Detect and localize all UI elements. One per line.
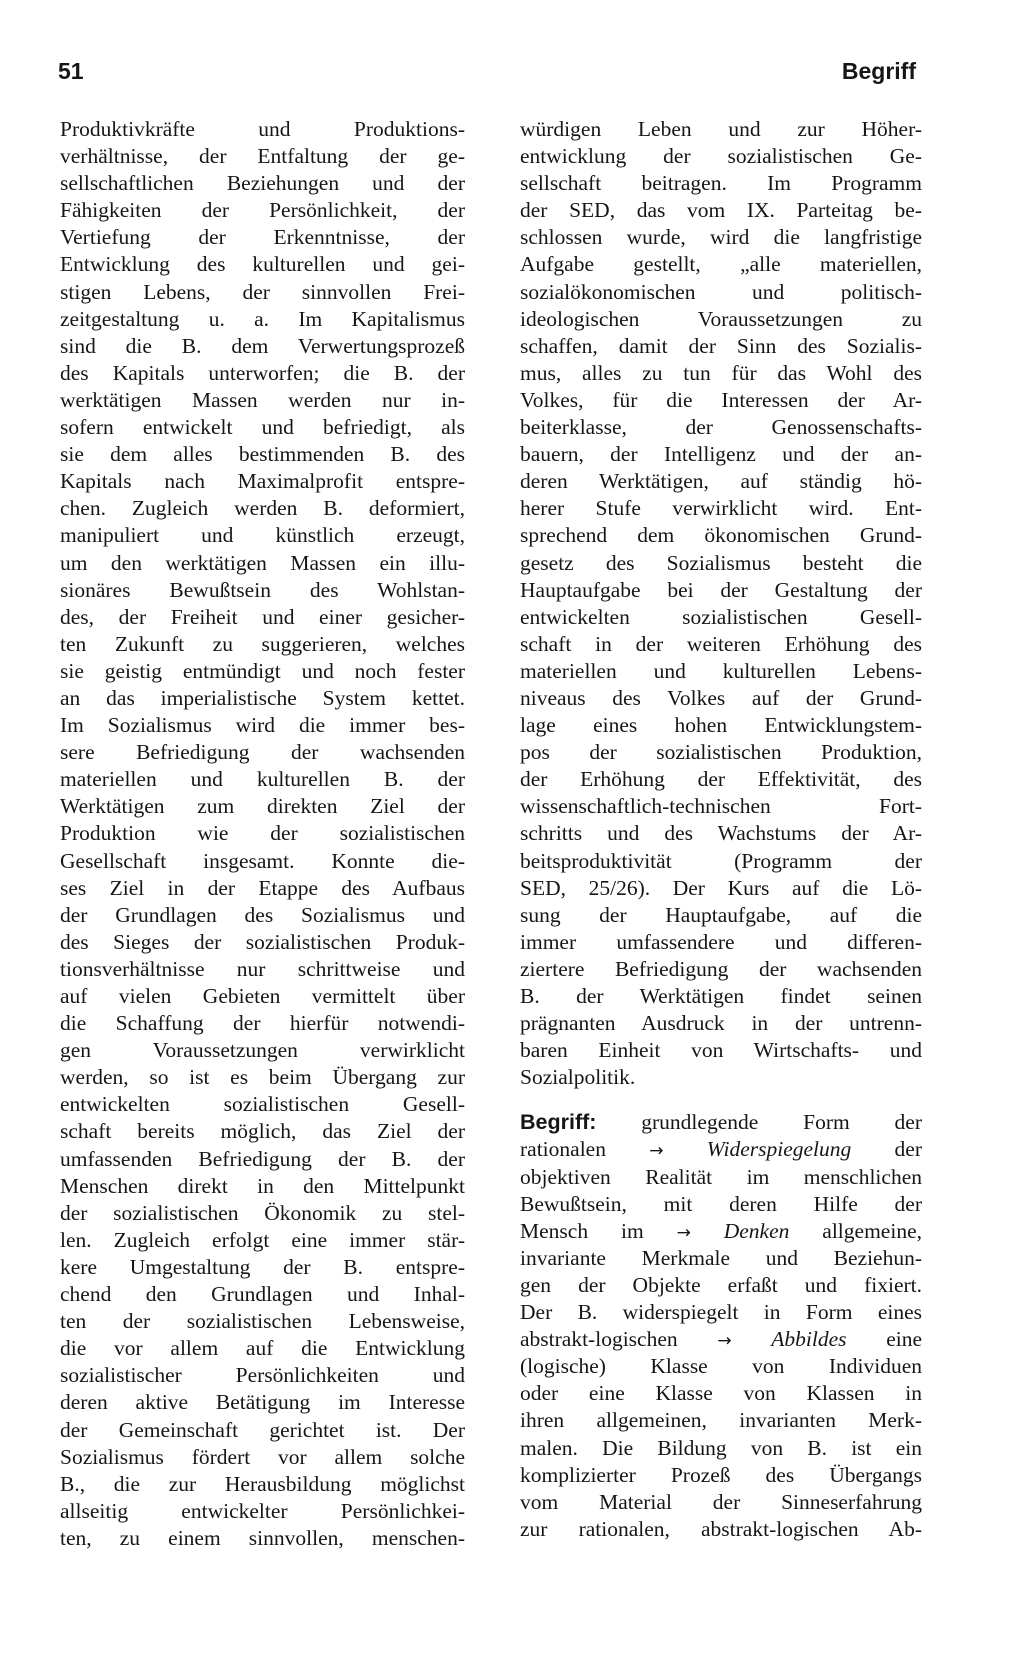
text-line: vom Material der Sinneserfahrung xyxy=(520,1489,922,1514)
text-line: sellschaftlichen Beziehungen und der xyxy=(60,171,465,196)
text-line: lage eines hohen Entwicklungstem- xyxy=(520,713,922,738)
text-line: beitsproduktivität (Programm der xyxy=(520,848,922,873)
text-line: len. Zugleich erfolgt eine immer stär- xyxy=(60,1227,465,1252)
text-line: gen Voraussetzungen verwirklicht xyxy=(60,1038,465,1063)
text-line: Volkes, für die Interessen der Ar- xyxy=(520,387,922,412)
text-line: schaffen, damit der Sinn des Sozialis- xyxy=(520,333,922,358)
text-line: materiellen und kulturellen Lebens- xyxy=(520,658,922,683)
entry-line xyxy=(520,1109,922,1136)
text-line: wissenschaftlich-technischen Fort- xyxy=(520,794,922,819)
entry-text: rationalen xyxy=(520,1137,650,1162)
text-line: beiterklasse, der Genossenschafts- xyxy=(520,415,922,440)
entry-line xyxy=(520,1218,922,1245)
text-line: Kapitals nach Maximalprofit entspre- xyxy=(60,469,465,494)
text-line: werden, so ist es beim Übergang zur xyxy=(60,1065,465,1090)
text-line: Im Sozialismus wird die immer bes- xyxy=(60,713,465,738)
text-line: entwickelten sozialistischen Gesell- xyxy=(520,604,922,629)
entry-text: allgemeine, xyxy=(789,1218,922,1243)
running-head: Begriff xyxy=(841,58,916,84)
text-line: sellschaft beitragen. Im Programm xyxy=(520,171,922,196)
text-line: pos der sozialistischen Produktion, xyxy=(520,740,922,765)
text-line: ten Zukunft zu suggerieren, welches xyxy=(60,631,465,656)
text-line: würdigen Leben und zur Höher- xyxy=(520,117,922,141)
text-line: allseitig entwickelter Persönlichkei- xyxy=(60,1498,465,1523)
cross-reference-arrow-icon: → xyxy=(717,1331,732,1352)
text-line: oder eine Klasse von Klassen in xyxy=(520,1381,922,1406)
cross-reference-arrow-icon: → xyxy=(649,1141,664,1162)
text-line: chend den Grundlagen und Inhal- xyxy=(60,1282,465,1307)
text-line: Vertiefung der Erkenntnisse, der xyxy=(60,225,465,250)
text-line: sofern entwickelt und befriedigt, als xyxy=(60,415,465,440)
text-line: niveaus des Volkes auf der Grund- xyxy=(520,685,922,710)
entry-text: grundlegende Form der xyxy=(596,1110,922,1135)
text-line: schaft bereits möglich, das Ziel der xyxy=(60,1119,465,1144)
text-line: schritts und des Wachstums der Ar- xyxy=(520,821,922,846)
text-line: der sozialistischen Ökonomik zu stel- xyxy=(60,1200,465,1225)
entry-text: Mensch im xyxy=(520,1218,677,1243)
text-line: bauern, der Intelligenz und der an- xyxy=(520,442,922,467)
text-line: des, der Freiheit und einer gesicher- xyxy=(60,604,465,629)
text-line: Sozialismus fördert vor allem solche xyxy=(60,1444,465,1469)
text-line: Fähigkeiten der Persönlichkeit, der xyxy=(60,198,465,223)
right-column xyxy=(520,116,922,1543)
text-line: Sozialpolitik. xyxy=(520,1065,636,1090)
text-line: Produktion wie der sozialistischen xyxy=(60,821,465,846)
text-line: ten der sozialistischen Lebensweise, xyxy=(60,1309,465,1334)
text-line: kere Umgestaltung der B. entspre- xyxy=(60,1254,465,1279)
text-line: entwickelten sozialistischen Gesell- xyxy=(60,1092,465,1117)
text-line: stigen Lebens, der sinnvollen Frei- xyxy=(60,279,465,304)
entry-continuation xyxy=(520,1353,922,1543)
entry-line: Der B. widerspiegelt in Form eines xyxy=(520,1300,922,1325)
entry-line: gen der Objekte erfaßt und fixiert. xyxy=(520,1272,922,1297)
text-line: Werktätigen zum direkten Ziel der xyxy=(60,794,465,819)
text-line: ten, zu einem sinnvollen, menschen- xyxy=(60,1525,465,1550)
text-line: sie geistig entmündigt und noch fester xyxy=(60,658,465,683)
text-line: an das imperialistische System kettet. xyxy=(60,685,465,710)
cross-reference-widerspiegelung[interactable]: Widerspiegelung xyxy=(706,1137,852,1162)
text-line: umfassenden Befriedigung der B. der xyxy=(60,1146,465,1171)
text-line: sung der Hauptaufgabe, auf die xyxy=(520,902,922,927)
text-line: (logische) Klasse von Individuen xyxy=(520,1354,922,1379)
left-column-text xyxy=(60,116,465,1552)
text-line: verhältnisse, der Entfaltung der ge- xyxy=(60,144,465,169)
text-line: entwicklung der sozialistischen Ge- xyxy=(520,144,922,169)
text-line: sozialökonomischen und politisch- xyxy=(520,279,922,304)
dictionary-entry-begriff xyxy=(520,1109,922,1543)
text-line: schaft in der weiteren Erhöhung des xyxy=(520,631,922,656)
page-number: 51 xyxy=(58,58,84,84)
text-line: mus, alles zu tun für das Wohl des xyxy=(520,360,922,385)
entry-lemma: Begriff: xyxy=(520,1110,597,1135)
text-line: Gesellschaft insgesamt. Konnte die- xyxy=(60,848,465,873)
text-line: ihren allgemeinen, invarianten Merk- xyxy=(520,1408,922,1433)
text-line: B. der Werktätigen findet seinen xyxy=(520,984,922,1008)
text-line: sie dem alles bestimmenden B. des xyxy=(60,442,465,467)
cross-reference-arrow-icon: → xyxy=(676,1222,691,1243)
text-line: immer umfassendere und differen- xyxy=(520,929,922,954)
text-line: gesetz des Sozialismus besteht die xyxy=(520,550,922,575)
text-line: sozialistischer Persönlichkeiten und xyxy=(60,1363,465,1388)
entry-text: eine xyxy=(846,1327,922,1352)
text-line: Produktivkräfte und Produktions- xyxy=(60,117,465,141)
text-line: der Erhöhung der Effektivität, des xyxy=(520,767,922,792)
text-line: werktätigen Massen werden nur in- xyxy=(60,387,465,412)
entry-line xyxy=(520,1136,922,1163)
cross-reference-denken[interactable]: Denken xyxy=(723,1218,790,1243)
text-line: baren Einheit von Wirtschafts- und xyxy=(520,1038,922,1063)
text-line: um den werktätigen Massen ein illu- xyxy=(60,550,465,575)
text-line: ziertere Befriedigung der wachsenden xyxy=(520,956,922,981)
entry-line: invariante Merkmale und Beziehun- xyxy=(520,1245,922,1270)
entry-line: objektiven Realität im menschlichen xyxy=(520,1164,922,1189)
text-line: chen. Zugleich werden B. deformiert, xyxy=(60,496,465,521)
text-line: deren Werktätigen, auf ständig hö- xyxy=(520,469,922,494)
text-line: SED, 25/26). Der Kurs auf die Lö- xyxy=(520,875,922,900)
entry-text: der xyxy=(851,1137,922,1162)
text-line: zeitgestaltung u. a. Im Kapitalismus xyxy=(60,306,465,331)
text-line: B., die zur Herausbildung möglichst xyxy=(60,1471,465,1496)
text-line: schlossen wurde, wird die langfristige xyxy=(520,225,922,250)
text-line: sind die B. dem Verwertungsprozeß xyxy=(60,333,465,358)
entry-line xyxy=(520,1326,922,1353)
text-line: tionsverhältnisse nur schrittweise und xyxy=(60,956,465,981)
entry-line: Bewußtsein, mit deren Hilfe der xyxy=(520,1191,922,1216)
text-line: ses Ziel in der Etappe des Aufbaus xyxy=(60,875,465,900)
text-line: Entwicklung des kulturellen und gei- xyxy=(60,252,465,277)
text-line: ideologischen Voraussetzungen zu xyxy=(520,306,922,331)
text-line: der SED, das vom IX. Parteitag be- xyxy=(520,198,922,223)
text-line: sere Befriedigung der wachsenden xyxy=(60,740,465,765)
text-line: des Sieges der sozialistischen Produk- xyxy=(60,929,465,954)
text-line: der Gemeinschaft gerichtet ist. Der xyxy=(60,1417,465,1442)
left-column xyxy=(60,116,465,1552)
text-line: prägnanten Ausdruck in der untrenn- xyxy=(520,1011,922,1036)
text-line: die vor allem auf die Entwicklung xyxy=(60,1336,465,1361)
entry-text: abstrakt-logischen xyxy=(520,1327,718,1352)
page-header xyxy=(58,58,916,92)
text-line: Hauptaufgabe bei der Gestaltung der xyxy=(520,577,922,602)
text-line: sprechend dem ökonomischen Grund- xyxy=(520,523,922,548)
text-line: sionäres Bewußtsein des Wohlstan- xyxy=(60,577,465,602)
text-line: komplizierter Prozeß des Übergangs xyxy=(520,1462,922,1487)
text-line: manipuliert und künstlich erzeugt, xyxy=(60,523,465,548)
text-line: Aufgabe gestellt, „alle materiellen, xyxy=(520,252,922,277)
text-line: Menschen direkt in den Mittelpunkt xyxy=(60,1173,465,1198)
right-column-text xyxy=(520,116,922,1091)
text-line: der Grundlagen des Sozialismus und xyxy=(60,902,465,927)
cross-reference-abbildes[interactable]: Abbildes xyxy=(771,1327,847,1352)
text-line: malen. Die Bildung von B. ist ein xyxy=(520,1435,922,1460)
text-line: deren aktive Betätigung im Interesse xyxy=(60,1390,465,1415)
text-line: auf vielen Gebieten vermittelt über xyxy=(60,984,465,1008)
text-line: die Schaffung der hierfür notwendi- xyxy=(60,1011,465,1036)
text-line: zur rationalen, abstrakt-logischen Ab- xyxy=(520,1516,922,1541)
text-line: herer Stufe verwirklicht wird. Ent- xyxy=(520,496,922,521)
text-line: des Kapitals unterworfen; die B. der xyxy=(60,360,465,385)
text-line: materiellen und kulturellen B. der xyxy=(60,767,465,792)
